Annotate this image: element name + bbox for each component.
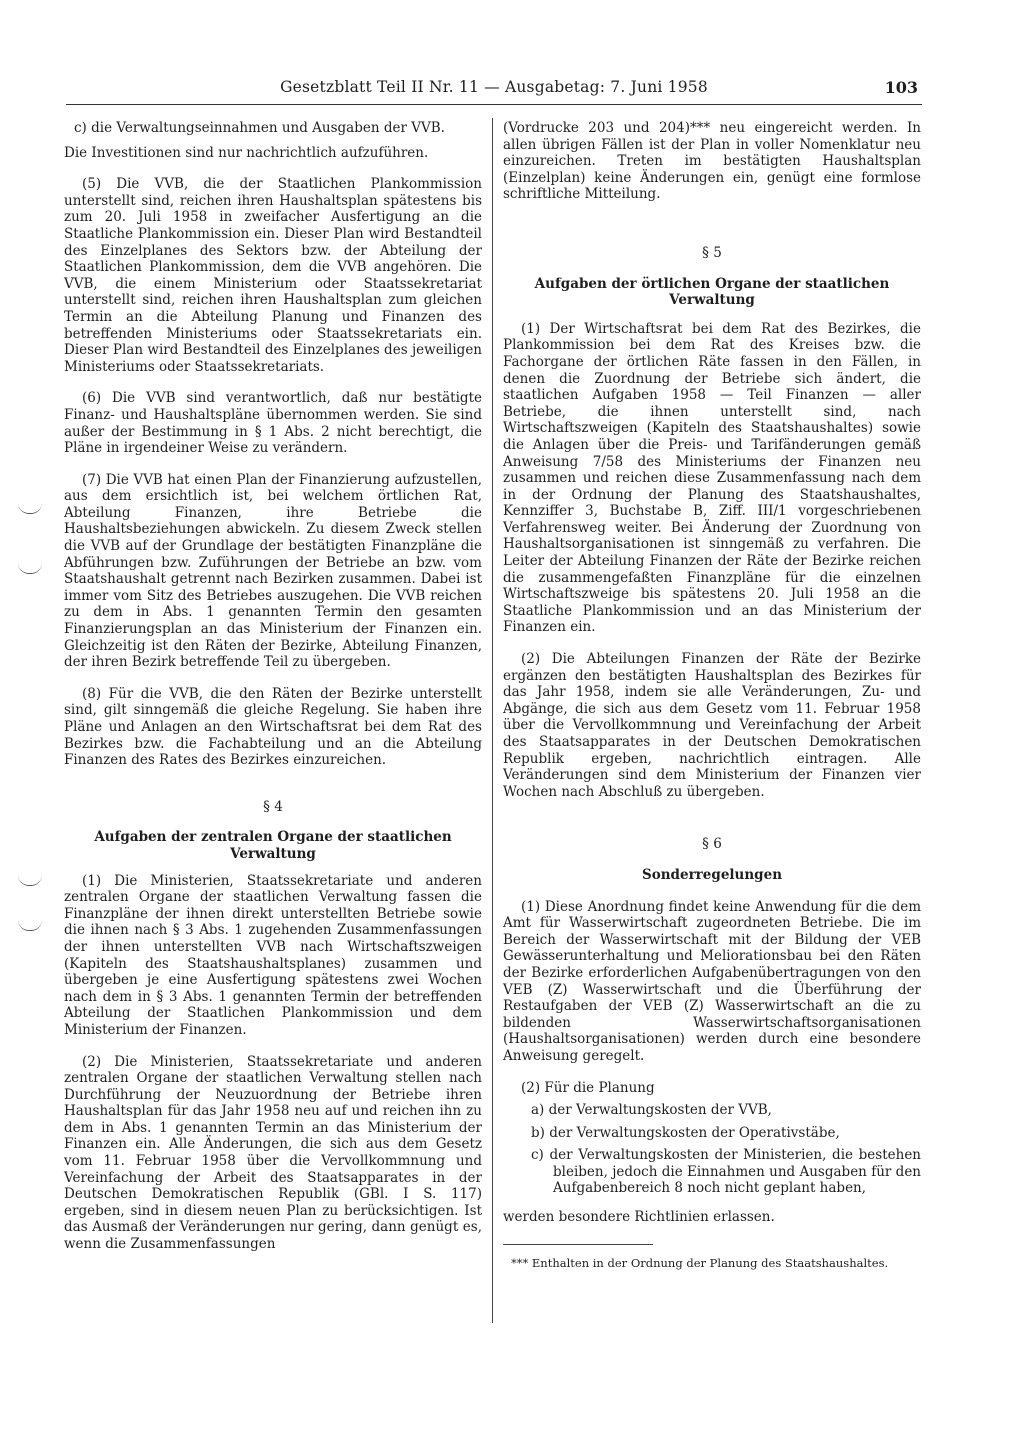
right-column [503,120,921,1270]
paragraph: (7) Die VVB hat einen Plan der Finanzierung aufzustellen, aus dem ersichtlich ist, bei welchem örtlichen Rat, Abteilung Finanzen, ihre Betriebe die Haushaltsbeziehungen abwickeln. Zu diesem Zweck stellen die VVB auf der Grundlage der bestätigten Finanzpläne die Abführungen bzw. Zuführungen der Betriebe an bzw. vom Staatshaushalt getrennt nach Bezirken zusammen. Dabei ist immer vom Sitz des Betriebes auszugehen. Die VVB reichen zu dem in Abs. 1 genannten Termin den gesamten Finanzierungsplan an das Ministerium der Finanzen ein. Gleichzeitig ist den Räten der Bezirke, Abteilung Finanzen, der ihren Bezirk betreffende Teil zu übergeben. [64,471,482,671]
paragraph: (2) Für die Planung [521,1079,655,1096]
paragraph: (8) Für die VVB, die den Räten der Bezirke unterstellt sind, gilt sinngemäß die gleiche Regelung. Sie haben ihre Pläne und Anlagen an den Wirtschaftsrat bei dem Rat des Bezirkes bzw. die Fachabteilung und an die Abteilung Finanzen des Rates des Bezirkes einzureichen. [64,685,482,769]
section-title: Sonderregelungen [641,866,783,883]
section-number: § 4 [263,798,283,815]
paragraph: (1) Der Wirtschaftsrat bei dem Rat des Bezirkes, die Plankommission bei dem Rat des Kreises bzw. die Fachorgane der örtlichen Räte fassen in den Fällen, in denen die Zuordnung der Betriebe sich ändert, die staatlichen Aufgaben 1958 — Teil Finanzen — aller Betriebe, die ihnen unterstellt sind, nach Wirtschaftszweigen (Kapiteln des Staatshaushaltes) sowie die Anlagen über die Preis- und Tarifänderungen gemäß Anweisung 7/58 des Ministeriums der Finanzen neu zusammen und reichen diese Zusammenfassung nach dem in der Ordnung der Planung des Staatshaushaltes, Kennziffer 3, Buchstabe B, Ziff. III/1 vorgeschriebenen Verfahrensweg weiter. Bei Änderung der Zuordnung von Haushaltsorganisationen ist sinngemäß zu verfahren. Die Leiter der Abteilung Finanzen der Räte der Bezirke reichen die zusammengefaßten Finanzpläne für die einzelnen Wirtschaftszweige bis spätestens 20. Juli 1958 an die Staatliche Plankommission und an das Ministerium der Finanzen ein. [503,320,921,636]
margin-mark [18,503,42,514]
footnote: *** Enthalten in der Ordnung der Planung des Staatshaushaltes. [511,1255,889,1270]
section-title: Aufgaben der örtlichen Organe der staatlichen Verwaltung [534,275,890,309]
section-number: § 5 [702,244,722,261]
column-divider [492,118,493,1323]
paragraph: (2) Die Ministerien, Staatssekretariate und anderen zentralen Organe der staatlichen Verwaltung stellen nach Durchführung der Neuzuordnung der Betriebe ihren Haushaltsplan für das Jahr 1958 neu auf und reichen ihn zu dem in Abs. 1 genannten Termin an das Ministerium der Finanzen ein. Alle Änderungen, die sich aus dem Gesetz vom 11. Februar 1958 über die Vervollkommnung und Vereinfachung der Arbeit des Staatsapparates in der Deutschen Demokratischen Republik (GBl. I S. 117) ergeben, sind in diesem neuen Plan zu berücksichtigen. Ist das Ausmaß der Veränderungen nur gering, dann genügt es, wenn die Zusammenfassungen [64,1053,482,1253]
list-item: c) der Verwaltungskosten der Ministerien, die bestehen bleiben, jedoch die Einnahmen und Ausgaben für den Aufgabenbereich 8 noch nicht geplant haben, [531,1147,921,1197]
paragraph: Die Investitionen sind nur nachrichtlich aufzuführen. [64,144,429,161]
paragraph: (5) Die VVB, die der Staatlichen Plankommission unterstellt sind, reichen ihren Haushaltsplan spätestens bis zum 20. Juli 1958 in zweifacher Ausfertigung an die Staatliche Plankommission ein. Dieser Plan wird Bestandteil des Einzelplanes des Sektors bzw. der Abteilung der Staatlichen Plankommission, dem die VVB angehören. Die VVB, die einem Ministerium oder Staatssekretariat unterstellt sind, reichen ihren Haushaltsplan zum gleichen Termin an die Abteilung Planung und Finanzen des betreffenden Ministeriums oder Staatssekretariats ein. Dieser Plan wird Bestandteil des Einzelplanes des jeweiligen Ministeriums oder Staatssekretariats. [64,176,482,375]
paragraph: (Vordrucke 203 und 204)*** neu eingereicht werden. In allen übrigen Fällen ist der Plan in voller Nomenklatur neu einzureichen. Treten im bestätigten Haushaltsplan (Einzelplan) keine Änderungen ein, genügt eine formlose schriftliche Mitteilung. [503,120,921,203]
planning-list [503,1102,921,1197]
paragraph: werden besondere Richtlinien erlassen. [503,1209,775,1226]
left-column [64,120,482,1253]
page-header [66,78,922,105]
paragraph: (1) Diese Anordnung findet keine Anwendung für die dem Amt für Wasserwirtschaft zugeordneten Betriebe. Die im Bereich der Wasserwirtschaft mit der Bildung der VEB Gewässerunterhaltung und Meliorationsbau bei den Räten der Bezirke erforderlichen Aufgabenübertragungen von den VEB (Z) Wasserwirtschaft und die Überführung der Restaufgaben der VEB (Z) Wasserwirtschaft an die zu bildenden Wasserwirtschaftsorganisationen (Haushaltsorganisationen) werden durch eine besondere Anweisung geregelt. [503,898,921,1064]
header-title: Gesetzblatt Teil II Nr. 11 — Ausgabetag: 7. Juni 1958 [280,78,708,96]
section-title: Aufgaben der zentralen Organe der staatlichen Verwaltung [94,829,452,862]
page-number: 103 [884,78,918,97]
list-item: a) der Verwaltungskosten der VVB, [531,1102,772,1119]
paragraph: (6) Die VVB sind verantwortlich, daß nur bestätigte Finanz- und Haushaltspläne übernommen werden. Sie sind außer der Bestimmung in § 1 Abs. 2 nicht berechtigt, die Pläne in irgendeiner Weise zu verändern. [64,390,482,457]
list-item: c) die Verwaltungseinnahmen und Ausgaben der VVB. [74,120,445,136]
list-item: b) der Verwaltungskosten der Operativstäbe, [531,1124,840,1141]
footnote-rule [503,1244,653,1245]
section-number: § 6 [702,836,722,853]
paragraph: (1) Die Ministerien, Staatssekretariate und anderen zentralen Organe der staatlichen Verwaltung fassen die Finanzpläne der ihnen direkt unterstellten Betriebe sowie die ihnen nach § 3 Abs. 1 zugehenden Zusammenfassungen der ihnen unterstellten VVB nach Wirtschaftszweigen (Kapiteln des Staatshaushaltsplanes) zusammen und übergeben je eine Ausfertigung spätestens zwei Wochen nach dem in § 3 Abs. 1 genannten Termin der betreffenden Abteilung der Staatlichen Plankommission und dem Ministerium der Finanzen. [64,872,482,1038]
margin-mark [18,875,42,886]
paragraph: (2) Die Abteilungen Finanzen der Räte der Bezirke ergänzen den bestätigten Haushaltsplan des Bezirkes für das Jahr 1958, indem sie alle Veränderungen, Zu- und Abgänge, die sich aus dem Gesetz vom 11. Februar 1958 über die Vervollkommnung und Vereinfachung der Arbeit des Staatsapparates in der Deutschen Demokratischen Republik ergeben, nachrichtlich eintragen. Alle Veränderungen sind dem Ministerium der Finanzen vier Wochen nach Abschluß zu übergeben. [503,651,921,800]
margin-mark [18,563,42,574]
margin-mark [18,920,42,931]
